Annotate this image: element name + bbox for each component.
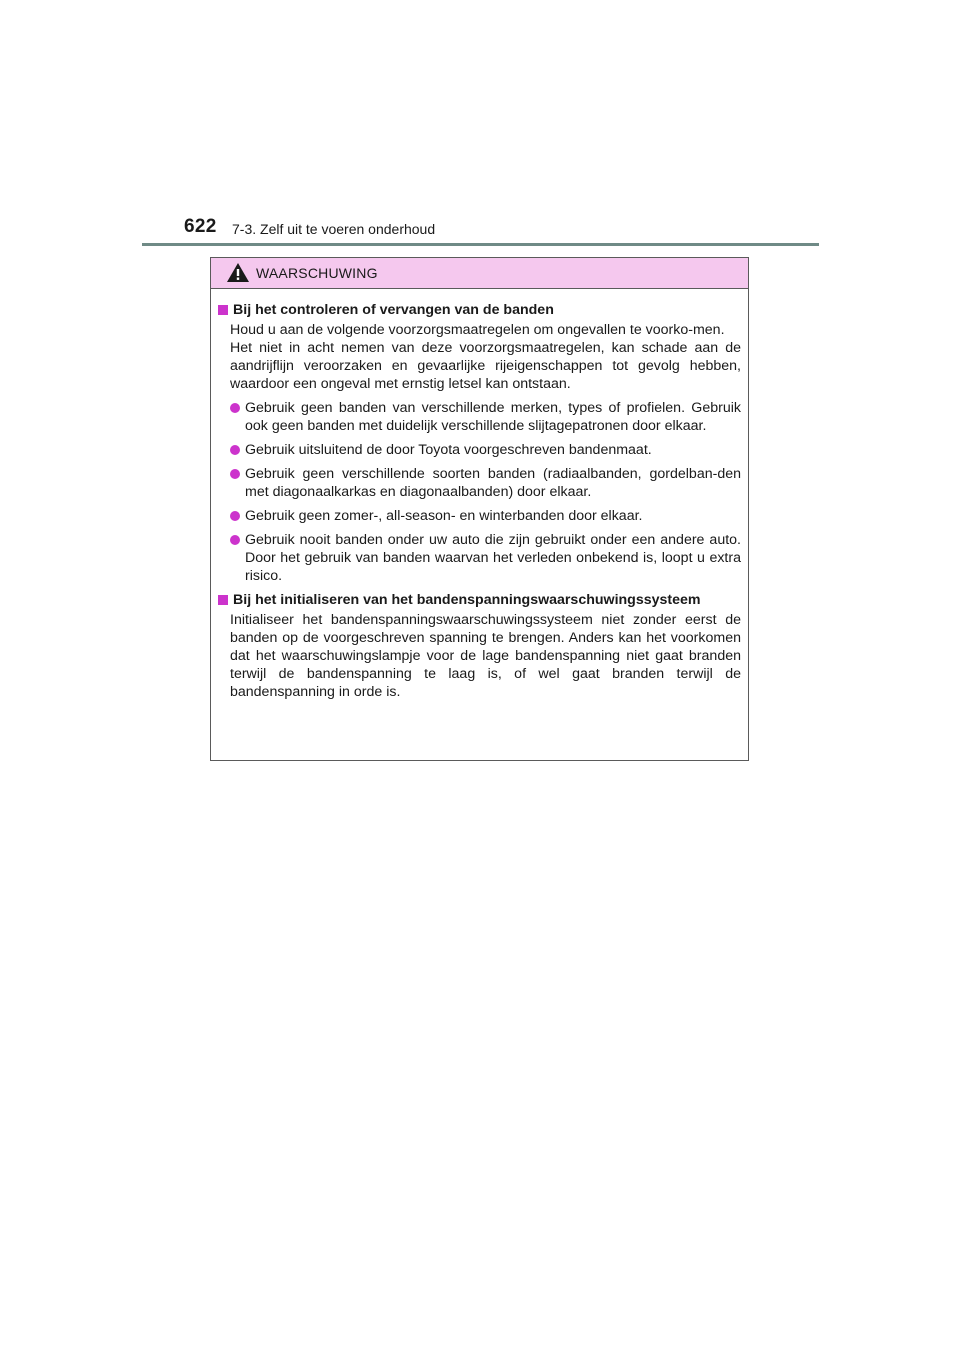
paragraph: Houd u aan de volgende voorzorgsmaatregelen om ongevallen te voorko-men. <box>230 322 725 338</box>
block-heading-text: Bij het initialiseren van het bandenspanningswaarschuwingssysteem <box>233 592 701 608</box>
warning-box <box>210 257 749 761</box>
circle-bullet-icon <box>230 511 240 521</box>
bullet-list <box>230 399 741 585</box>
list-item <box>230 399 741 435</box>
warning-block-tpms <box>218 591 741 701</box>
block-heading-text: Bij het controleren of vervangen van de banden <box>233 302 554 318</box>
list-item-text: Gebruik geen zomer-, all-season- en winterbanden door elkaar. <box>245 508 643 524</box>
list-item <box>230 531 741 585</box>
list-item-text: Gebruik uitsluitend de door Toyota voorgeschreven bandenmaat. <box>245 442 652 458</box>
page-number: 622 <box>184 216 217 237</box>
circle-bullet-icon <box>230 445 240 455</box>
list-item-text: Gebruik geen banden van verschillende merken, types of profielen. Gebruik ook geen banden met duidelijk verschillende slijtagepatronen door elkaar. <box>245 400 741 434</box>
warning-header <box>211 258 748 289</box>
list-item <box>230 441 741 459</box>
circle-bullet-icon <box>230 535 240 545</box>
warning-body <box>211 289 748 701</box>
header-divider <box>142 243 819 246</box>
list-item <box>230 507 741 525</box>
list-item <box>230 465 741 501</box>
block-heading <box>218 301 741 319</box>
paragraph: Initialiseer het bandenspanningswaarschuwingssysteem niet zonder eerst de banden op de voorgeschreven spanning te brengen. Anders kan het voorkomen dat het waarschuwingslampje voor de lage bandenspanning niet gaat branden terwijl de bandenspanning te laag is, of wel gaat branden terwijl de bandenspanning in orde is. <box>230 612 741 700</box>
list-item-text: Gebruik nooit banden onder uw auto die zijn gebruikt onder een andere auto. Door het gebruik van banden waarvan het verleden onbekend is, loopt u extra risico. <box>245 532 741 584</box>
list-item-text: Gebruik geen verschillende soorten banden (radiaalbanden, gordelban-den met diagonaalkarkas en diagonaalbanden) door elkaar. <box>245 466 741 500</box>
warning-block-tires <box>218 301 741 585</box>
circle-bullet-icon <box>230 469 240 479</box>
warning-triangle-icon <box>227 263 249 282</box>
block-heading <box>218 591 741 609</box>
warning-title: WAARSCHUWING <box>256 265 378 281</box>
circle-bullet-icon <box>230 403 240 413</box>
square-bullet-icon <box>218 305 228 315</box>
square-bullet-icon <box>218 595 228 605</box>
paragraph: Het niet in acht nemen van deze voorzorgsmaatregelen, kan schade aan de aandrijflijn veroorzaken en gevaarlijke rijeigenschappen tot gevolg hebben, waardoor een ongeval met ernstig letsel kan ontstaan. <box>230 340 741 392</box>
section-title: 7-3. Zelf uit te voeren onderhoud <box>232 221 436 237</box>
